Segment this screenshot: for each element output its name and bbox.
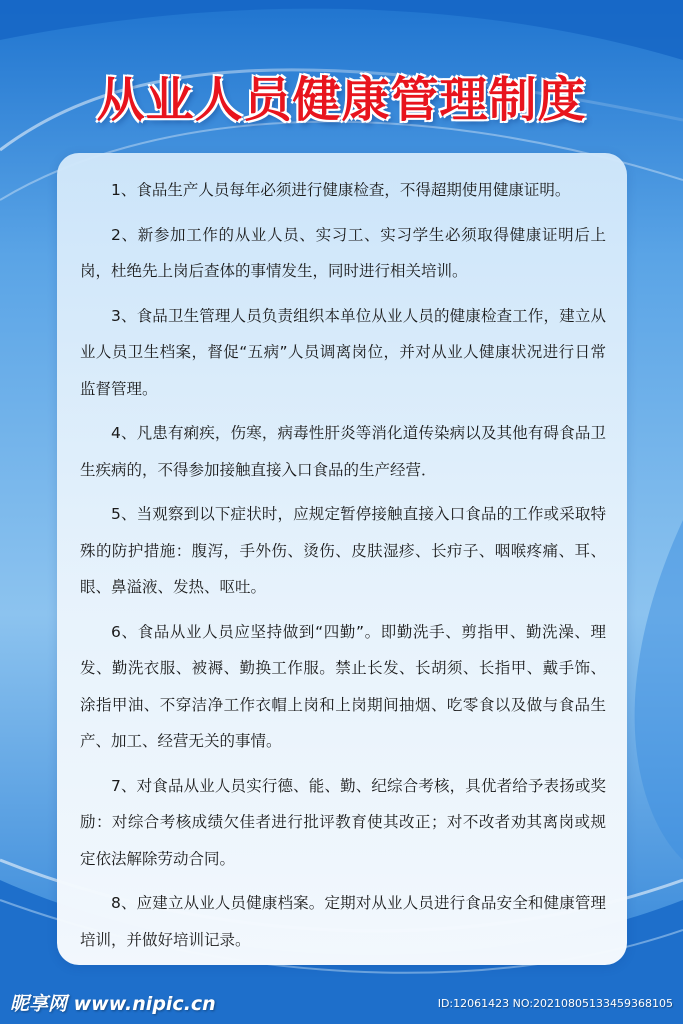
rules-list	[80, 172, 606, 966]
watermark-logo: 昵享网 www.nipic.cn	[10, 993, 216, 1015]
page-title: 从业人员健康管理制度	[96, 72, 587, 128]
rule-item: 4、凡患有痢疾，伤寒，病毒性肝炎等消化道传染病以及其他有碍食品卫生疾病的，不得参加接触直接入口食品的生产经营．	[80, 424, 606, 479]
rule-item: 3、食品卫生管理人员负责组织本单位从业人员的健康检查工作，建立从业人员卫生档案，督促“五病”人员调离岗位，并对从业人健康状况进行日常监督管理。	[80, 306, 606, 398]
rule-item: 6、食品从业人员应坚持做到“四勤”。即勤洗手、剪指甲、勤洗澡、理发、勤洗衣服、被褥、勤换工作服。禁止长发、长胡须、长指甲、戴手饰、涂指甲油、不穿洁净工作衣帽上岗和上岗期间抽烟、吃零食以及做与食品生产、加工、经营无关的事情。	[80, 622, 606, 750]
watermark-id: ID:12061423 NO:20210805133459368105	[437, 997, 673, 1010]
rule-item: 8、应建立从业人员健康档案。定期对从业人员进行食品安全和健康管理培训，并做好培训记录。	[80, 894, 606, 949]
rule-item: 7、对食品从业人员实行德、能、勤、纪综合考核，具优者给予表扬或奖励：对综合考核成绩欠佳者进行批评教育使其改正；对不改者劝其离岗或规定依法解除劳动合同。	[80, 776, 606, 868]
rule-item: 2、新参加工作的从业人员、实习工、实习学生必须取得健康证明后上岗，杜绝先上岗后查体的事情发生，同时进行相关培训。	[80, 225, 606, 280]
rule-item: 1、食品生产人员每年必须进行健康检查，不得超期使用健康证明。	[111, 181, 571, 199]
rule-item: 5、当观察到以下症状时，应规定暂停接触直接入口食品的工作或采取特殊的防护措施：腹泻，手外伤、烫伤、皮肤湿疹、长疖子、咽喉疼痛、耳、眼、鼻溢液、发热、呕吐。	[80, 505, 606, 596]
